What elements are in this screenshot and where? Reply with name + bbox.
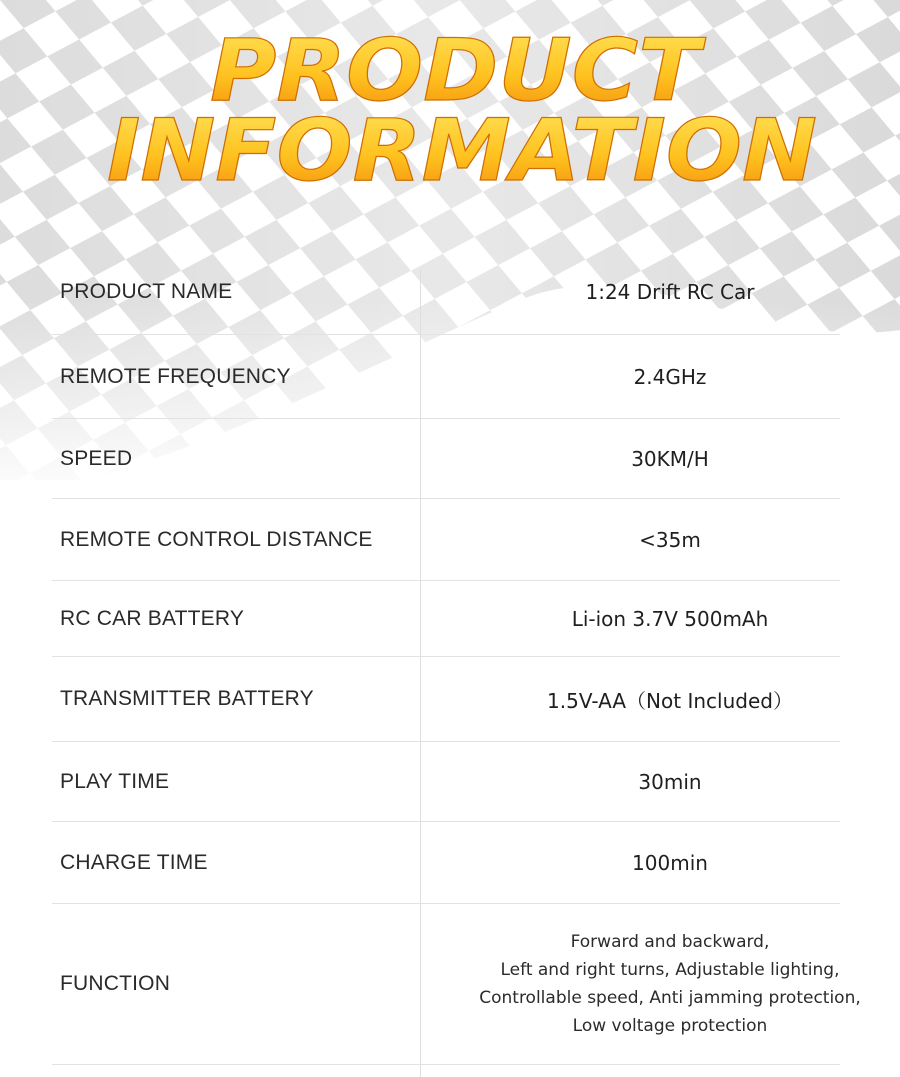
spec-value-function [420,904,900,1064]
spec-label: PRODUCT NAME [60,280,233,303]
heading-line-2: INFORMATION [107,101,817,200]
spec-row-transmitter-battery [52,657,840,742]
spec-label: SPEED [60,446,133,470]
spec-value: 2.4GHz [633,364,707,389]
spec-row-remote-frequency [52,335,840,419]
spec-row-remote-control-distance [52,499,840,581]
function-line: Low voltage protection [572,1016,768,1036]
spec-row-play-time [52,742,840,822]
spec-label: CHARGE TIME [60,850,208,874]
product-information-heading [0,0,900,200]
spec-value: 1:24 Drift RC Car [585,280,755,304]
function-line: Controllable speed, Anti jamming protection, [479,988,861,1008]
function-line: Left and right turns, Adjustable lighting, [500,960,840,980]
spec-row-product-name [52,250,840,335]
spec-row-function [52,904,861,1065]
spec-label: PLAY TIME [60,769,170,793]
spec-value: 100min [632,850,708,875]
spec-label: REMOTE CONTROL DISTANCE [60,527,373,551]
spec-label: REMOTE FREQUENCY [60,364,291,388]
spec-label: RC CAR BATTERY [60,606,245,630]
spec-value: 30KM/H [631,446,709,471]
spec-label: FUNCTION [60,972,171,995]
heading-line-1: PRODUCT [210,21,707,121]
spec-value: 1.5V-AA（Not Included） [547,688,793,713]
spec-value: <35m [639,527,701,552]
spec-value: Li-ion 3.7V 500mAh [571,606,769,631]
spec-row-speed [52,419,840,499]
spec-value: 30min [638,769,702,794]
function-line: Forward and backward, [570,932,770,952]
spec-row-rc-car-battery [52,581,840,657]
spec-row-charge-time [52,822,840,904]
spec-label: TRANSMITTER BATTERY [60,687,314,710]
